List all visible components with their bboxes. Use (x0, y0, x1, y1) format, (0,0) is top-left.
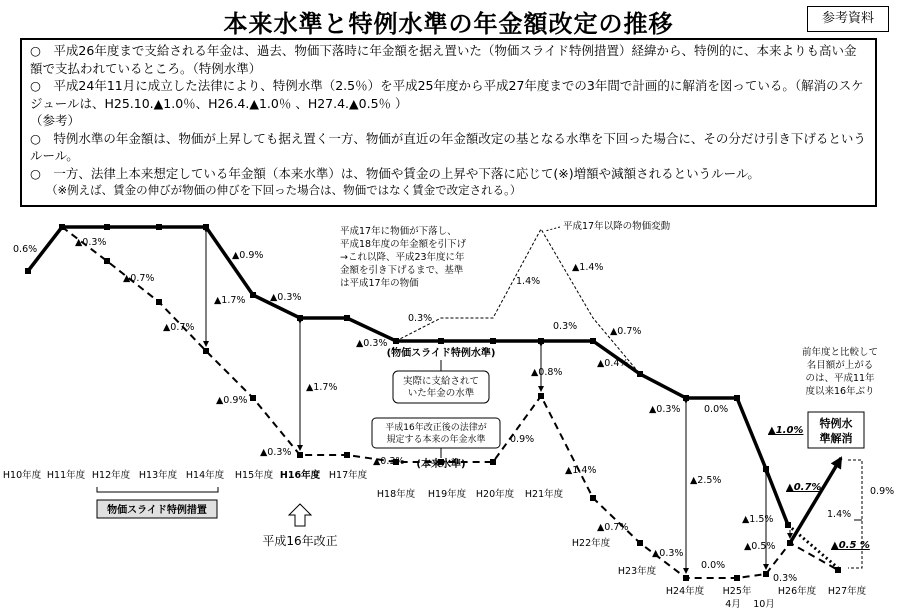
year-h11: H11年度 (46, 470, 86, 481)
val-h14-gap: ▲1.7% (214, 295, 246, 306)
note-bullet-2: ○ 平成24年11月に成立した法律により、特例水準（2.5％）を平成25年度から平成27年度までの3年間で計画的に解消を図っている。（解消のスケジュールは、H25.10.▲1.0％、H26.4.▲1.0％ 、H27.4.▲0.5％ ） (30, 78, 864, 111)
year-h25-apr: 4月 (725, 599, 741, 610)
year-h25: H25年 (722, 586, 752, 597)
val-h10: 0.6% (13, 244, 38, 255)
val-h11: ▲0.3% (75, 237, 107, 248)
year-h16: H16年度 (279, 470, 321, 481)
val-h22-price: 0.3% (553, 321, 578, 332)
reform-up-arrow (289, 504, 311, 526)
year-h19: H19年度 (427, 489, 467, 500)
rise-arrow (790, 458, 841, 543)
val-h27-gap: 0.9% (870, 486, 895, 497)
h17-note-text: 平成17年に物価が下落し、平成18年度の年金額を引下げ→これ以降、平成23年度に年金額を引き下げるまで、基準は平成17年の物価 (340, 226, 467, 289)
actual-level-text: 実際に支給されていた年金の水準 (402, 376, 480, 399)
val-h26-low: 0.3% (773, 573, 798, 584)
val-h20-price: 1.4% (516, 276, 541, 287)
val-h23-tokurei: ▲0.3% (649, 404, 681, 415)
val-h21-price: ▲1.4% (572, 262, 604, 273)
tokurei-end-text: 特例水準解消 (819, 417, 853, 445)
val-h26-honrai: ▲0.5% (744, 541, 776, 552)
year-h27: H27年度 (827, 586, 867, 597)
val-h22-tokurei: ▲0.4% (597, 358, 629, 369)
val-h19-price: 0.3% (408, 313, 433, 324)
year-h24: H24年度 (665, 586, 705, 597)
val-h21-gap: ▲0.8% (531, 367, 563, 378)
val-h26-cut: ▲0.7% (786, 482, 822, 493)
reference-badge: 参考資料 (807, 6, 889, 32)
h16-reform-label: 平成16年改正 (262, 534, 338, 548)
slide-level-label: (物価スライド特例水準) (386, 348, 496, 359)
val-h17-tokurei: ▲0.3% (356, 338, 388, 349)
val-h24-honrai: 0.0% (701, 560, 726, 571)
year-h12: H12年度 (91, 470, 131, 481)
rise-note-text: 前年度と比較して名目額が上がるのは、平成11年度以来16年ぶり (801, 347, 879, 397)
val-h20-honrai: 0.9% (510, 434, 535, 445)
val-h13-honrai: ▲0.7% (163, 322, 195, 333)
slide-measure-label: 物価スライド特例措置 (107, 505, 207, 516)
year-h18: H18年度 (376, 489, 416, 500)
val-h14-tokurei: ▲0.9% (232, 250, 264, 261)
note-bullet-4: ○ 一方、法律上本来想定している年金額（本来水準）は、物価や賃金の上昇や下落に応じて(※)増額や減額されるというルール。 (30, 165, 760, 181)
val-h14-honrai: ▲0.9% (216, 395, 248, 406)
year-h17: H17年度 (328, 470, 368, 481)
year-h26: H26年度 (777, 586, 817, 597)
year-h15: H15年度 (234, 470, 274, 481)
year-h10: H10年度 (2, 470, 42, 481)
val-h24-gap: ▲2.5% (690, 475, 722, 486)
year-h13: H13年度 (138, 470, 178, 481)
val-h27-cut: ▲0.5 % (831, 540, 870, 551)
note-bullet-1: ○ 平成26年度まで支給される年金は、過去、物価下落時に年金額を据え置いた（物価スライド特例措置）経緯から、特例的に、本来よりも高い金額で支払われているところ。（特例水準） (30, 43, 857, 76)
val-h24-tokurei: 0.0% (704, 404, 729, 415)
year-h21: H21年度 (524, 489, 564, 500)
year-h20: H20年度 (475, 489, 515, 500)
val-h27-sub: 1.4% (827, 509, 852, 520)
year-h25-oct: 10月 (753, 599, 775, 610)
law-level-text: 平成16年改正後の法律が規定する本来の年金水準 (385, 423, 487, 445)
val-h18-honrai: ▲0.3% (373, 456, 405, 467)
val-h22-honrai: ▲0.7% (597, 522, 629, 533)
val-h21-honrai: ▲1.4% (565, 465, 597, 476)
val-h25-gap: ▲1.5% (742, 514, 774, 525)
year-h14: H14年度 (185, 470, 225, 481)
val-h12-honrai: ▲0.7% (123, 273, 155, 284)
val-h22-price-b: ▲0.7% (610, 326, 642, 337)
note-bullet-3: ○ 特例水準の年金額は、物価が上昇しても据え置く一方、物価が直近の年金額改定の基となる水準を下回った場合に、その分だけ引き下げるというルール。 (30, 130, 866, 163)
val-h23-honrai: ▲0.3% (652, 548, 684, 559)
page-title: 本来水準と特例水準の年金額改定の推移 (223, 10, 674, 38)
val-h25-cut: ▲1.0% (768, 425, 804, 436)
val-h16-gap: ▲1.7% (306, 382, 338, 393)
year-h22: H22年度 (571, 538, 611, 549)
note-bullet-4-footnote: （※例えば、賃金の伸びが物価の伸びを下回った場合は、物価ではなく賃金で改定される。） (46, 183, 522, 197)
note-reference-heading: （参考） (30, 113, 81, 128)
val-h15-honrai: ▲0.3% (260, 447, 292, 458)
val-h15-tokurei: ▲0.3% (270, 292, 302, 303)
year-h23: H23年度 (617, 566, 657, 577)
honrai-level-label: (本来水準) (416, 459, 466, 470)
price-change-label: 平成17年以降の物価変動 (563, 221, 671, 232)
